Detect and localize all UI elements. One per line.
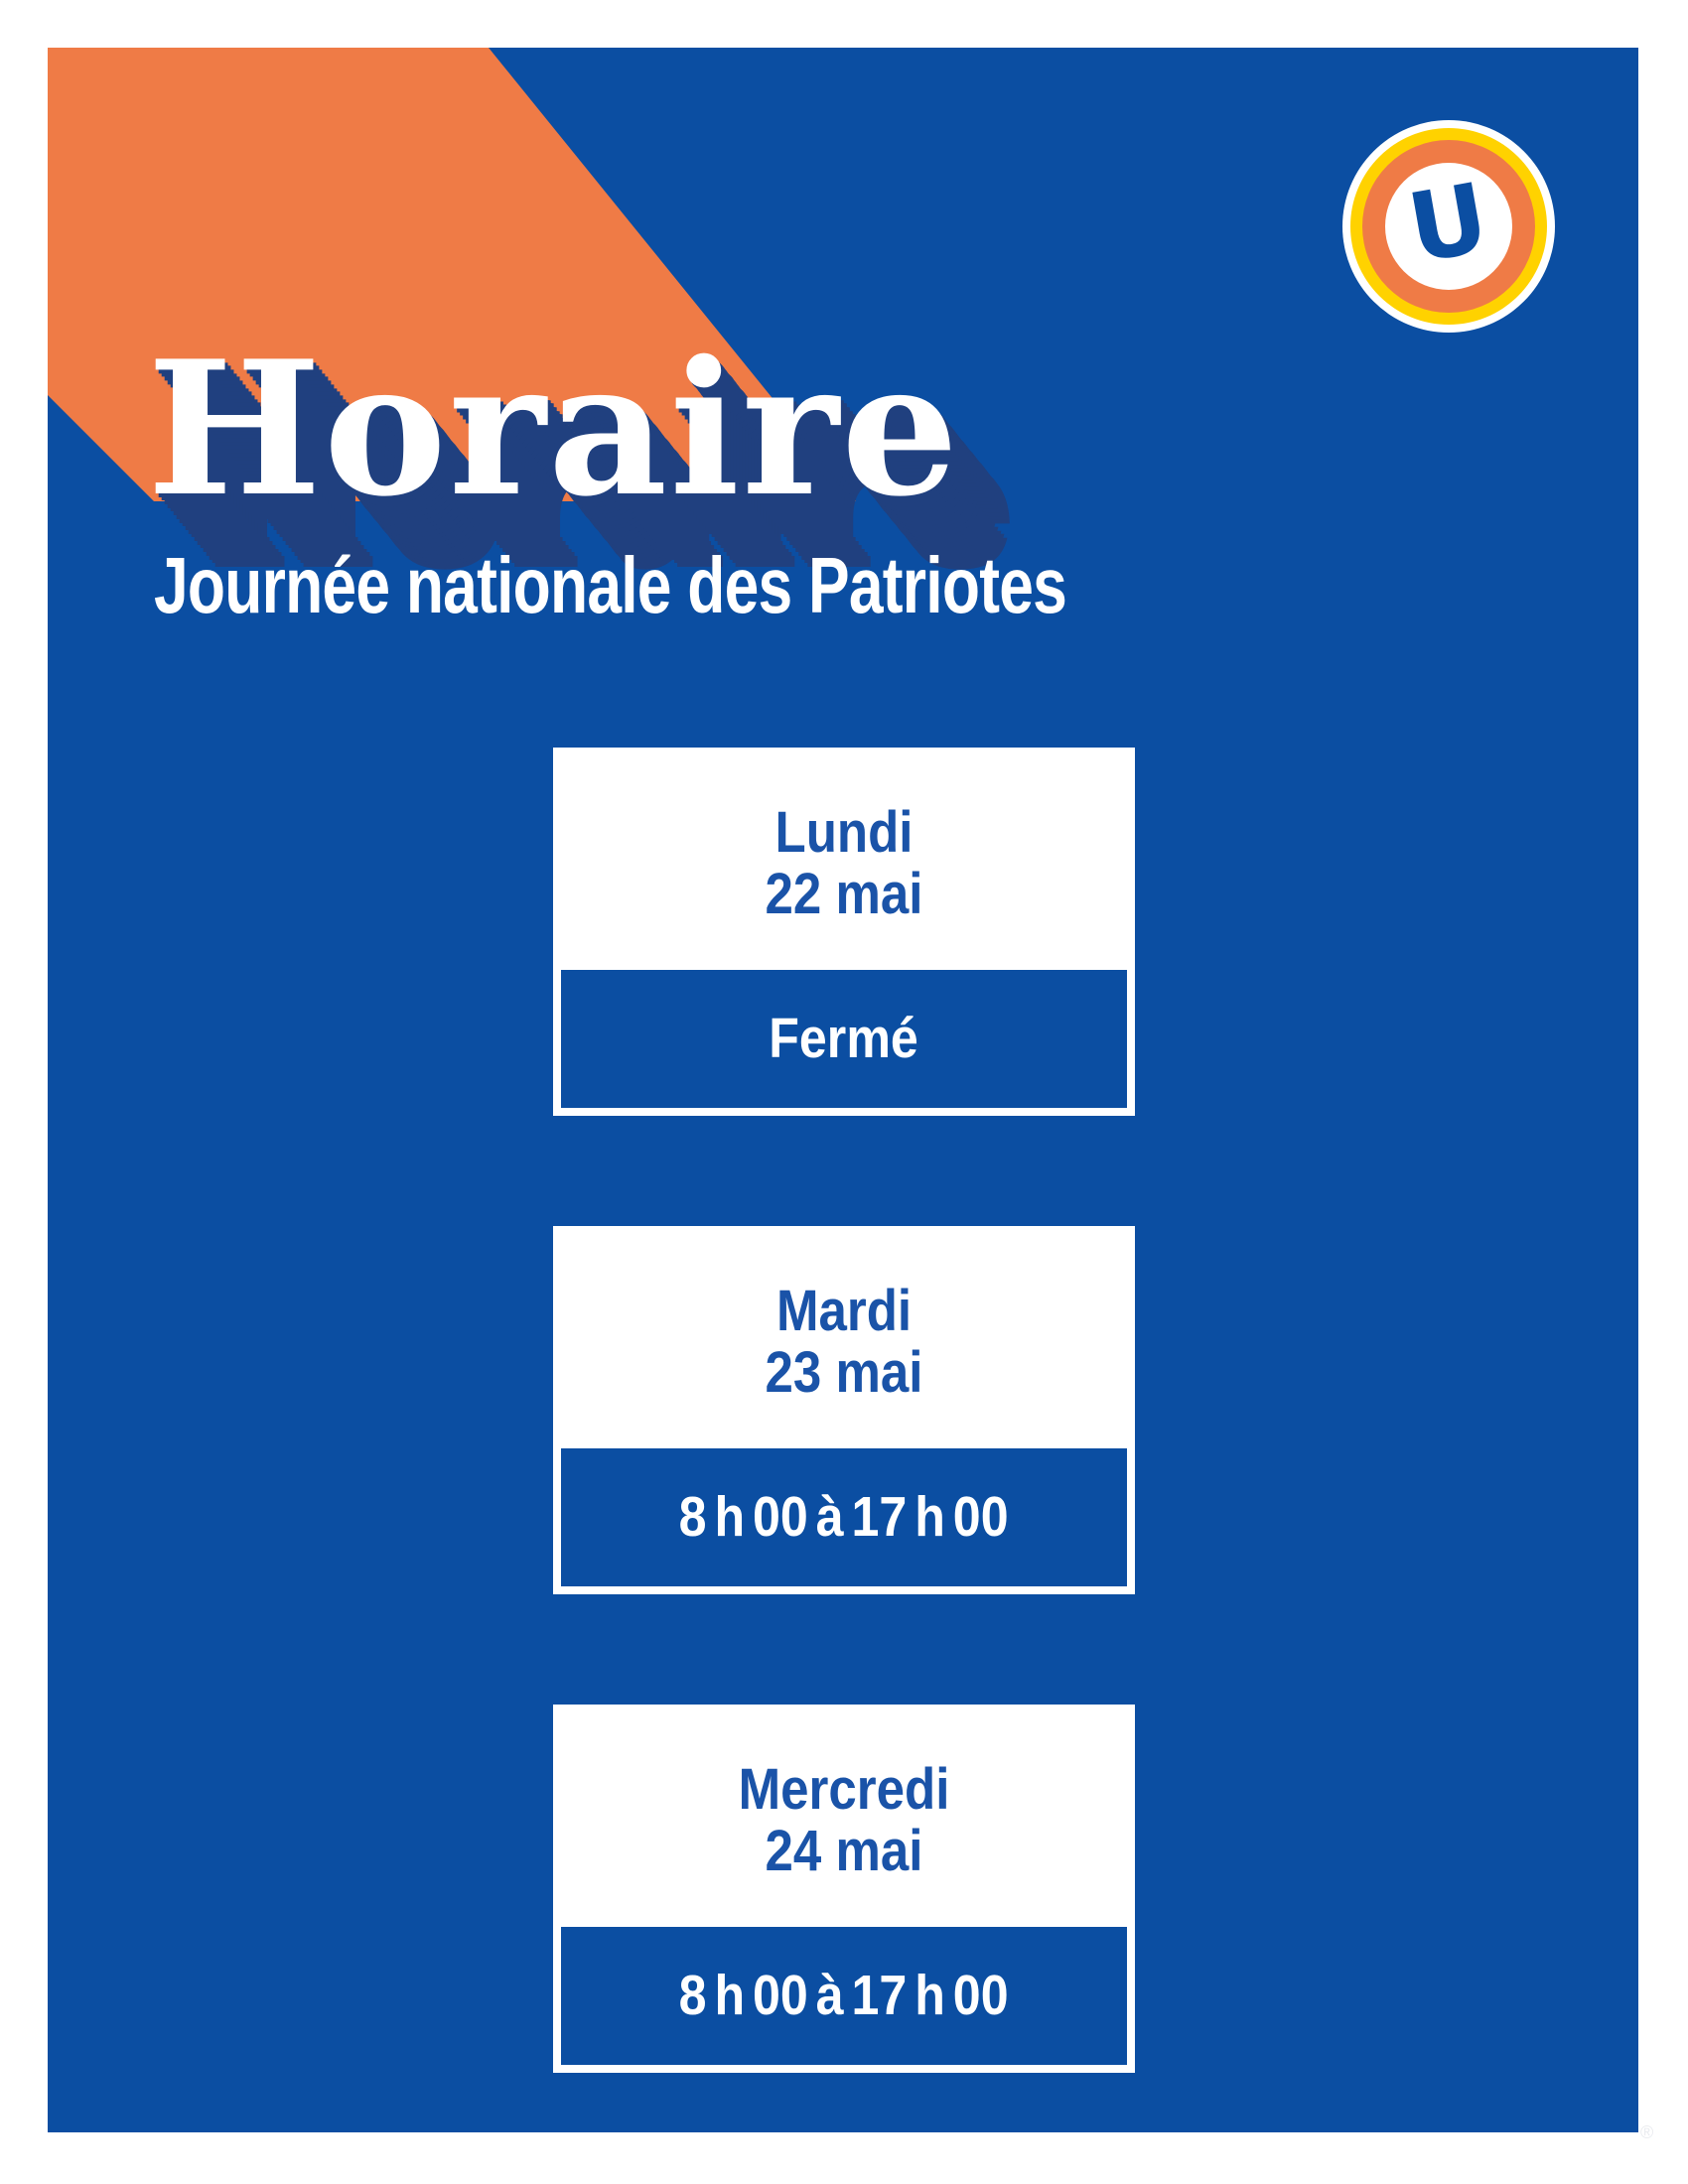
poster-canvas [48, 48, 1638, 2132]
hours-badge [561, 1927, 1127, 2065]
date-label: 22 mai [765, 862, 923, 926]
day-label: Mardi [775, 1279, 913, 1343]
hours-badge [561, 970, 1127, 1108]
date-label: 24 mai [765, 1819, 923, 1883]
schedule-card-tuesday [553, 1226, 1135, 1594]
poster-subtitle: Journée nationale des Patriotes [154, 541, 1067, 629]
schedule-card-wednesday [553, 1705, 1135, 2073]
poster-title: Horaire [147, 320, 961, 537]
brand-logo [1342, 120, 1555, 333]
day-label: Mercredi [738, 1757, 950, 1822]
day-date-block [588, 1226, 1100, 1448]
hours-label: 8 h 00 à 17 h 00 [679, 1964, 1009, 2027]
schedule-card-monday [553, 748, 1135, 1116]
hours-label: Fermé [769, 1007, 919, 1070]
day-date-block [588, 748, 1100, 970]
hours-label: 8 h 00 à 17 h 00 [679, 1485, 1009, 1549]
day-date-block [588, 1705, 1100, 1927]
logo-u-letter-icon: U [1400, 162, 1496, 285]
registered-mark: ® [1640, 2122, 1654, 2142]
day-label: Lundi [774, 800, 914, 865]
date-label: 23 mai [765, 1340, 923, 1405]
hours-badge [561, 1448, 1127, 1586]
